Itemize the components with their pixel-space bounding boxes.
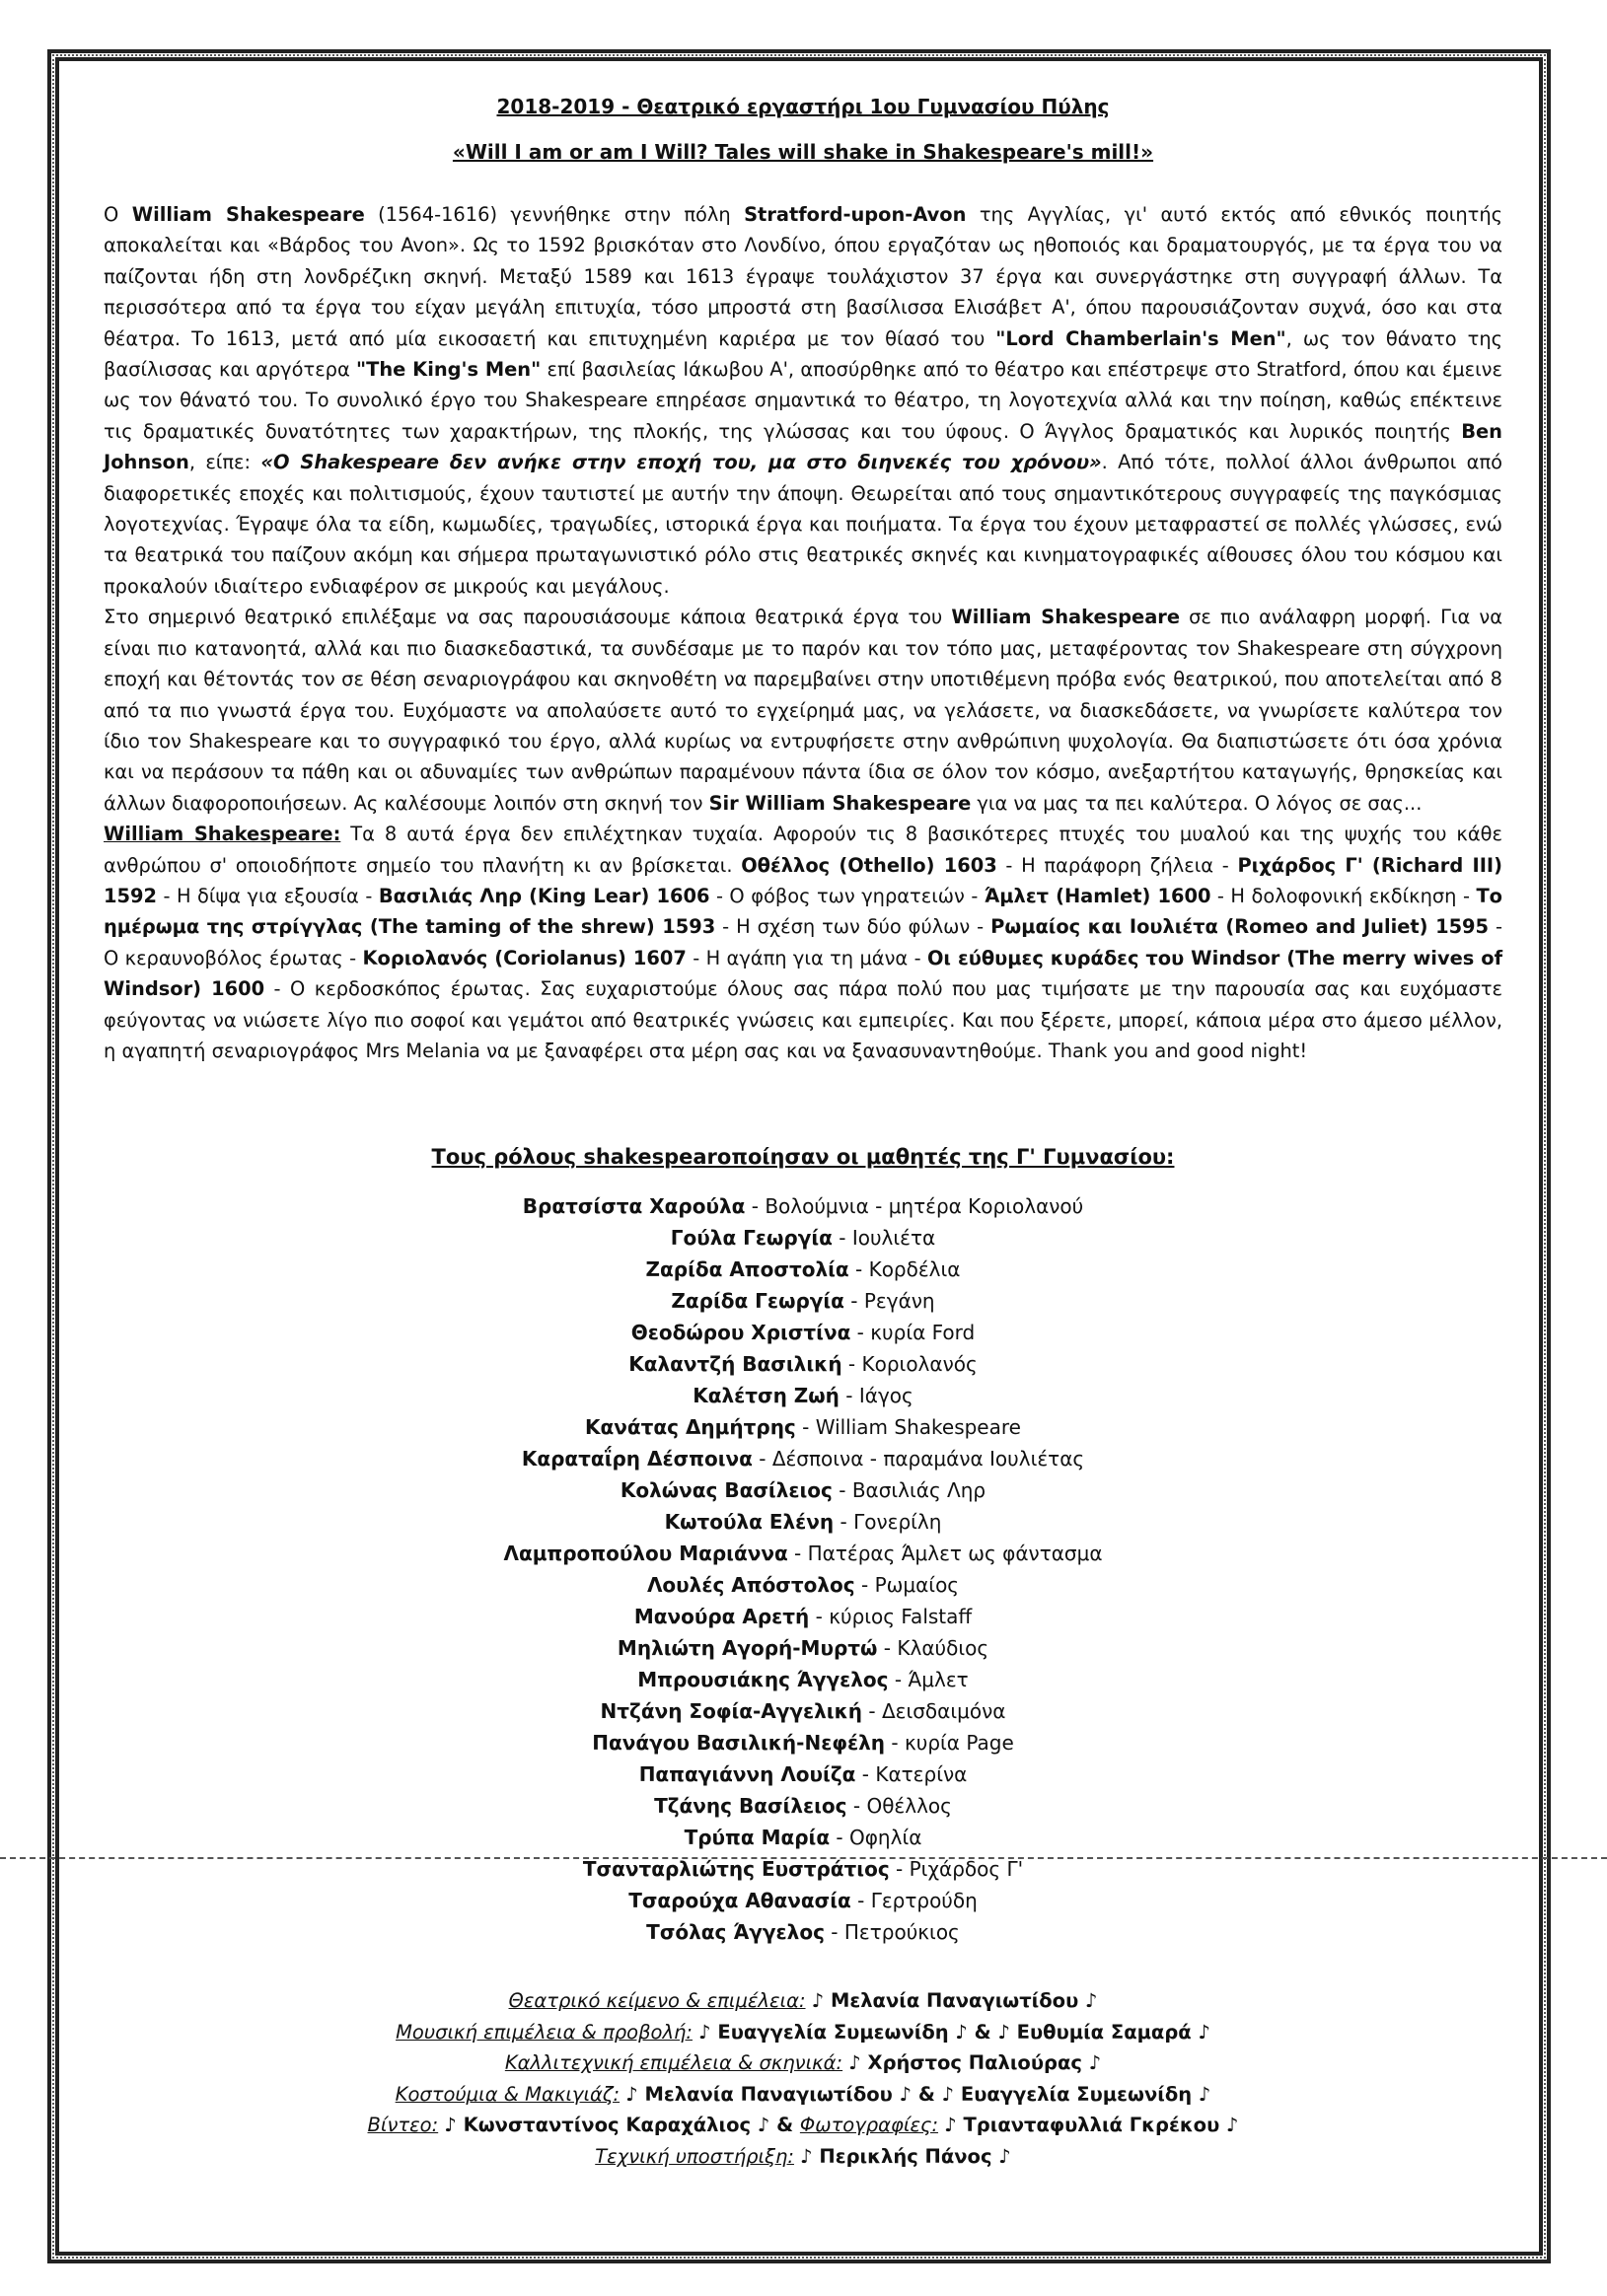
cast-actor-name: Καραταΐρη Δέσποινα <box>521 1447 753 1471</box>
text-span: Τα 8 αυτά έργα δεν επιλέχτηκαν τυχαία. Αφορούν τις 8 βασικότερες πτυχές του μυαλού και της ψυχής του κάθε ανθρώπου σ' οποιοδήποτε σημείο του πλανήτη κι αν βρίσκεται. <box>104 823 1502 877</box>
cast-role: Ρεγάνη <box>863 1289 935 1314</box>
cast-separator: - <box>855 1762 876 1787</box>
cast-member <box>104 1853 1502 1885</box>
text-span: . Από τότε, πολλοί άλλοι άνθρωποι από διαφορετικές εποχές και πολιτισμούς, έχουν ταυτιστεί με αυτήν την άποψη. Θεωρείται από τους σημαντικότερους συγγραφείς της παγκόσμιας λογοτεχνίας. Έγραψε όλα τα είδη, κωμωδίες, τραγωδίες, ιστορικά έργα και ποιήματα. Τα έργα του έχουν μεταφραστεί σε πολλές γλώσσες, ενώ τα θεατρικά του παίζουν ακόμη και σήμερα πρωταγωνιστικό ρόλο στις θεατρικές σκηνές και κινηματογραφικές αίθουσες όλου του κόσμου και προκαλούν ιδιαίτερο ενδιαφέρον σε μικρούς και μεγάλους. <box>104 451 1502 598</box>
cast-member <box>104 1758 1502 1790</box>
credit-label: Βίντεο: <box>367 2114 439 2137</box>
cast-actor-name: Καλέτση Ζωή <box>693 1384 840 1408</box>
text-span: - Η δίψα για εξουσία - <box>156 884 379 907</box>
cast-role: κυρία Page <box>904 1731 1014 1756</box>
cast-separator: - <box>850 1889 871 1913</box>
paragraph-biography <box>104 199 1502 602</box>
cast-role: Γονερίλη <box>853 1510 942 1535</box>
cast-member <box>104 1317 1502 1348</box>
cast-member <box>104 1443 1502 1474</box>
cast-actor-name: Τζάνης Βασίλειος <box>654 1794 847 1819</box>
cast-actor-name: Θεοδώρου Χριστίνα <box>630 1321 851 1345</box>
bold-span: William Shakespeare: <box>104 823 341 846</box>
cast-role: Ρωμαίος <box>874 1573 960 1598</box>
cast-role: κύριος Falstaff <box>829 1605 973 1629</box>
cast-actor-name: Ζαρίδα Γεωργία <box>671 1289 844 1314</box>
cast-role: Πατέρας Άμλετ ως φάντασμα <box>807 1542 1103 1566</box>
cast-actor-name: Τσόλας Άγγελος <box>646 1920 825 1945</box>
cast-role: Γερτρούδη <box>870 1889 978 1913</box>
cast-separator: - <box>841 1352 862 1377</box>
cast-member <box>104 1254 1502 1285</box>
cast-separator: - <box>850 1321 871 1345</box>
cast-separator: - <box>787 1542 808 1566</box>
text-span: , ως τον θάνατο της βασίλισσας και αργότερα <box>104 326 1502 382</box>
bold-span: Το ημέρωμα της στρίγγλας (The taming of the shrew) 1593 <box>104 884 1502 939</box>
text-span: Στο σημερινό θεατρικό επιλέξαμε να σας παρουσιάσουμε κάποια θεατρικά έργα του <box>104 606 952 629</box>
cast-actor-name: Λαμπροπούλου Μαριάννα <box>503 1542 788 1566</box>
text-span: , είπε: <box>188 451 261 474</box>
cast-role: Άμλετ <box>908 1668 969 1692</box>
cast-separator: - <box>752 1447 772 1471</box>
cast-member <box>104 1222 1502 1254</box>
credit-costume <box>104 2079 1502 2111</box>
cast-member <box>104 1285 1502 1317</box>
credit-names: ♪ Χρήστος Παλιούρας ♪ <box>848 2051 1102 2075</box>
cast-actor-name: Τσανταρλιώτης Ευστράτιος <box>582 1857 890 1882</box>
document-subtitle: «Will I am or am I Will? Tales will shake in Shakespeare's mill!» <box>452 140 1154 164</box>
cast-separator: - <box>809 1605 830 1629</box>
text-span: - Η παράφορη ζήλεια - <box>996 853 1238 877</box>
cast-member <box>104 1727 1502 1758</box>
cast-role: Οφηλία <box>849 1826 922 1850</box>
bold-span: Οθέλλος (Othello) 1603 <box>741 853 997 877</box>
cast-member <box>104 1411 1502 1443</box>
cast-member <box>104 1601 1502 1632</box>
bold-span: Οι εύθυμες κυράδες του Windsor (The merry wives of Windsor) 1600 <box>104 946 1503 1001</box>
cast-role: Βασιλιάς Ληρ <box>851 1478 986 1503</box>
credit-names: ♪ Περικλής Πάνος ♪ <box>800 2144 1011 2168</box>
text-span: για να μας τα πει καλύτερα. Ο λόγος σε σας... <box>971 791 1423 815</box>
cast-actor-name: Πανάγου Βασιλική-Νεφέλη <box>592 1731 886 1756</box>
text-span: σε πιο ανάλαφρη μορφή. Για να είναι πιο κατανοητά, αλλά και πιο διασκεδαστικά, τα συνδέσαμε με το παρόν και τον τόπο μας, μεταφέροντας τον Shakespeare στη σύγχρονη εποχή και θέτοντάς τον σε θέση σεναριογράφου και σκηνοθέτη να παρεμβαίνει στην υποτιθέμενη πρόβα ενός θεατρικού, που αποτελείται από 8 από τα πιο γνωστά έργα του. Ευχόμαστε να απολαύσετε αυτό το εγχείρημά μας, να γελάσετε, να διασκεδάσετε, να γνωρίσετε καλύτερα τον ίδιο τον Shakespeare και το συγγραφικό του έργο, αλλά κυρίως να εντρυφήσετε στην ανθρώπινη ψυχολογία. Θα διαπιστώσετε ότι όσα χρόνια και να περάσουν τα πάθη και οι αδυναμίες των ανθρώπων παραμένουν πάντα ίδια σε όλον τον κόσμο, ανεξαρτήτου καταγωγής, θρησκείας και άλλων διαφοροποιήσεων. Ας καλέσουμε λοιπόν στη σκηνή τον <box>104 606 1502 815</box>
cast-list <box>104 1190 1502 1948</box>
cast-member <box>104 1190 1502 1222</box>
credit-label: Μουσική επιμέλεια & προβολή: <box>396 2020 693 2044</box>
credits <box>104 1985 1502 2172</box>
cast-separator: - <box>889 1857 910 1882</box>
cast-separator: - <box>834 1510 854 1535</box>
cast-actor-name: Μηλιώτη Αγορή-Μυρτώ <box>617 1636 878 1661</box>
cast-actor-name: Παπαγιάννη Λουίζα <box>638 1762 856 1787</box>
cast-role: Ριχάρδος Γ' <box>909 1857 1024 1882</box>
credit-art <box>104 2047 1502 2079</box>
cast-member <box>104 1695 1502 1727</box>
credit-music <box>104 2017 1502 2048</box>
cast-member <box>104 1664 1502 1695</box>
credit-label: Κοστούμια & Μακιγιάζ: <box>395 2082 621 2106</box>
cast-actor-name: Τσαρούχα Αθανασία <box>628 1889 851 1913</box>
credit-names: ♪ Κωνσταντίνος Καραχάλιος ♪ & <box>444 2114 800 2137</box>
cast-role: Βολούμνια - μητέρα Κοριολανού <box>765 1194 1084 1219</box>
cast-role: Κατερίνα <box>875 1762 968 1787</box>
cast-actor-name: Κολώνας Βασίλειος <box>620 1478 833 1503</box>
cast-separator: - <box>824 1920 844 1945</box>
bold-span: Κοριολανός (Coriolanus) 1607 <box>362 946 687 969</box>
text-span: - Ο κερδοσκόπος έρωτας. Σας ευχαριστούμε όλους σας πάρα πολύ που μας τιμήσατε με την παρουσία σας και ευχόμαστε φεύγοντας να νιώσετε λίγο πιο σοφοί και γεμάτοι από θεατρικές γνώσεις και εμπειρίες. Και που ξέρετε, μπορεί, κάποια μέρα στο άμεσο μέλλον, η αγαπητή σεναριογράφος Mrs Melania να με ξαναφέρει στα μέρη σας και να ξανασυναντηθούμε. Thank you and good night! <box>104 977 1502 1062</box>
cast-actor-name: Ζαρίδα Αποστολία <box>645 1257 849 1282</box>
cast-separator: - <box>888 1668 909 1692</box>
cast-member <box>104 1632 1502 1664</box>
cast-actor-name: Κανάτας Δημήτρης <box>585 1415 796 1440</box>
credit-video-photo <box>104 2110 1502 2141</box>
cast-actor-name: Καλαντζή Βασιλική <box>628 1352 842 1377</box>
cast-member <box>104 1885 1502 1916</box>
text-span: (1564-1616) γεννήθηκε στην πόλη <box>364 203 745 226</box>
cast-actor-name: Βρατσίστα Χαρούλα <box>522 1194 746 1219</box>
cast-member <box>104 1822 1502 1853</box>
cast-role: Κοριολανός <box>861 1352 978 1377</box>
cast-role: κυρία Ford <box>870 1321 976 1345</box>
text-span: - Η δολοφονική εκδίκηση - <box>1210 884 1477 907</box>
cast-role: Πετρούκιος <box>843 1920 960 1945</box>
bold-span: Βασιλιάς Ληρ (King Lear) 1606 <box>378 884 710 907</box>
bold-span: Sir William Shakespeare <box>708 791 972 815</box>
cast-separator: - <box>832 1478 852 1503</box>
cast-role: Δεισδαιμόνα <box>882 1699 1006 1724</box>
cast-separator: - <box>795 1415 816 1440</box>
cast-separator: - <box>832 1226 852 1251</box>
cast-separator: - <box>885 1731 905 1756</box>
cast-role: Ιουλιέτα <box>851 1226 936 1251</box>
cast-role: Κλαύδιος <box>897 1636 989 1661</box>
cast-separator: - <box>846 1794 867 1819</box>
bold-span: Ρωμαίος και Ιουλιέτα (Romeo and Juliet) 1595 <box>990 915 1490 939</box>
credit-names: ♪ Μελανία Παναγιωτίδου ♪ <box>811 1989 1098 2013</box>
cast-member <box>104 1474 1502 1506</box>
credit-label: Καλλιτεχνική επιμέλεια & σκηνικά: <box>504 2051 843 2075</box>
bold-span: William Shakespeare <box>131 203 365 226</box>
text-span: επί βασιλείας Ιάκωβου Α', αποσύρθηκε από το θέατρο και επέστρεψε στο Stratford, όπου και έμεινε ως τον θάνατό του. Το συνολικό έργο του Shakespeare επηρέασε σημαντικά το θέατρο, τη λογοτεχνία αλλά και την ποίηση, καθώς επέκτεινε τις δραματικές δυνατότητες των χαρακτήρων, της πλοκής, της γλώσσας και του ύφους. Ο Άγγλος δραματικός και λυρικός ποιητής <box>104 358 1502 443</box>
text-span: - Ο κεραυνοβόλος έρωτας - <box>104 915 1502 969</box>
credit-label: Φωτογραφίες: <box>799 2114 939 2137</box>
bold-span: Ριχάρδος Γ' (Richard III) 1592 <box>104 853 1502 907</box>
cast-separator: - <box>848 1257 869 1282</box>
cast-actor-name: Γούλα Γεωργία <box>670 1226 833 1251</box>
cast-member <box>104 1916 1502 1948</box>
cast-separator: - <box>862 1699 882 1724</box>
paragraph-shakespeare-speech <box>104 819 1502 1066</box>
quote-span: «Ο Shakespeare δεν ανήκε στην εποχή του, μα στο διηνεκές του χρόνου» <box>260 451 1102 474</box>
cast-member <box>104 1348 1502 1380</box>
cast-heading: Τους ρόλους shakespearοποίησαν οι μαθητές της Γ' Γυμνασίου: <box>431 1145 1175 1170</box>
cast-role: William Shakespeare <box>815 1415 1021 1440</box>
text-span: της Αγγλίας, γι' αυτό εκτός από εθνικός ποιητής αποκαλείται και «Βάρδος του Avon». Ως το 1592 βρισκόταν στο Λονδίνο, όπου εργαζόταν ως ηθοποιός και δραματουργός, με τα έργα του να παίζονται ήδη στη λονδρέζικη σκηνή. Μεταξύ 1589 και 1613 έγραψε τουλάχιστον 37 έργα και συνεργάστηκε στη συγγραφή άλλων. Τα περισσότερα από τα έργα του είχαν μεγάλη επιτυχία, τόσο μπροστά στη βασίλισσα Ελισάβετ Α', όπου παρουσιάζονταν συχνά, όσο και στα θέατρα. Το 1613, μετά από μία εικοσαετή και επιτυχημένη καριέρα με τον θίασό του <box>104 203 1502 350</box>
bold-span: "Lord Chamberlain's Men" <box>995 326 1286 350</box>
cast-member <box>104 1790 1502 1822</box>
cast-separator: - <box>877 1636 898 1661</box>
cast-member <box>104 1380 1502 1411</box>
cast-separator: - <box>839 1384 859 1408</box>
cast-member <box>104 1569 1502 1601</box>
bold-span: "The King's Men" <box>356 358 542 382</box>
bold-span: Ben Johnson <box>104 419 1502 474</box>
cast-role: Δέσποινα - παραμάνα Ιουλιέτας <box>771 1447 1085 1471</box>
credit-label: Τεχνική υποστήριξη: <box>595 2144 794 2168</box>
cast-separator: - <box>745 1194 766 1219</box>
cast-actor-name: Μπρουσιάκης Άγγελος <box>637 1668 889 1692</box>
credit-names: ♪ Ευαγγελία Συμεωνίδη ♪ & ♪ Ευθυμία Σαμαρά ♪ <box>698 2020 1210 2044</box>
cast-actor-name: Μανούρα Αρετή <box>633 1605 810 1629</box>
text-span: - Η σχέση των δύο φύλων - <box>715 915 991 939</box>
credit-script <box>104 1985 1502 2017</box>
bold-span: Stratford-upon-Avon <box>744 203 967 226</box>
cast-separator: - <box>854 1573 875 1598</box>
credit-names: ♪ Τριανταφυλλιά Γκρέκου ♪ <box>944 2114 1239 2137</box>
credit-label: Θεατρικό κείμενο & επιμέλεια: <box>508 1989 806 2013</box>
text-span: Ο <box>104 203 132 226</box>
cast-separator: - <box>843 1289 864 1314</box>
cast-actor-name: Κωτούλα Ελένη <box>664 1510 835 1535</box>
text-span: - Η αγάπη για τη μάνα - <box>686 946 927 969</box>
cast-actor-name: Λουλές Απόστολος <box>646 1573 855 1598</box>
cast-role: Οθέλλος <box>866 1794 952 1819</box>
paragraph-introduction <box>104 602 1502 819</box>
cast-separator: - <box>830 1826 849 1850</box>
cast-role: Κορδέλια <box>868 1257 961 1282</box>
cast-member <box>104 1538 1502 1569</box>
credit-names: ♪ Μελανία Παναγιωτίδου ♪ & ♪ Ευαγγελία Συμεωνίδη ♪ <box>625 2082 1211 2106</box>
text-span: - Ο φόβος των γηρατειών - <box>709 884 985 907</box>
cast-actor-name: Ντζάνη Σοφία-Αγγελική <box>600 1699 863 1724</box>
bold-span: Άμλετ (Hamlet) 1600 <box>984 884 1211 907</box>
bold-span: William Shakespeare <box>951 606 1181 629</box>
cast-role: Ιάγος <box>858 1384 913 1408</box>
cast-member <box>104 1506 1502 1538</box>
credit-tech <box>104 2141 1502 2173</box>
cast-actor-name: Τρύπα Μαρία <box>684 1826 831 1850</box>
document-content <box>104 95 1502 2172</box>
document-title: 2018-2019 - Θεατρικό εργαστήρι 1ου Γυμνασίου Πύλης <box>496 95 1110 118</box>
